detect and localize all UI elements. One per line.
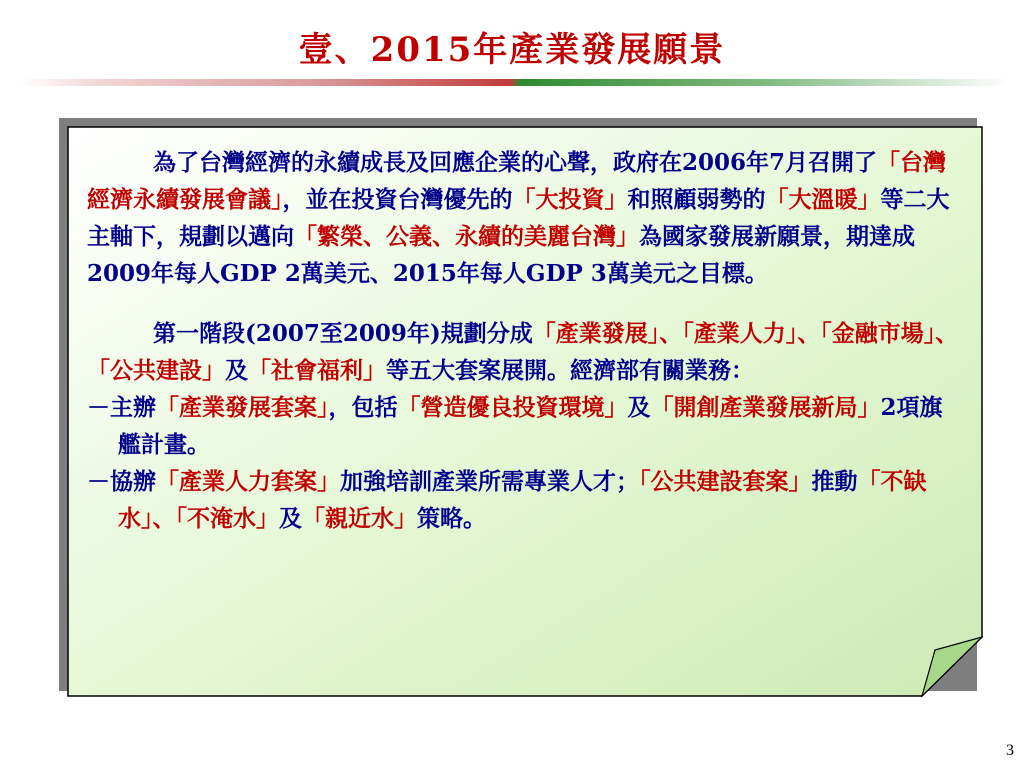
- slide-title: 壹、2015年產業發展願景: [298, 30, 726, 70]
- text-segment: ，並在投資台灣優先的: [282, 186, 513, 213]
- text-segment: 2項旗艦計畫。: [118, 394, 943, 458]
- paragraph-phase-one: [87, 315, 963, 389]
- text-segment: 和照顧弱勢的: [627, 186, 766, 213]
- text-segment: 策略。: [417, 505, 486, 532]
- text-highlight: 「社會福利」: [248, 357, 386, 384]
- text-highlight: 「產業人力套案」: [156, 468, 340, 495]
- text-highlight: 「產業發展套案」: [156, 394, 329, 421]
- text-highlight: 「親近水」: [302, 505, 417, 532]
- text-segment: 及: [627, 394, 651, 421]
- text-highlight: 「台灣經濟永續發展會議」: [87, 149, 947, 213]
- text-highlight: 「大投資」: [512, 186, 628, 213]
- text-segment: 推動: [811, 468, 858, 495]
- text-segment: 第一階段(2007至2009年)規劃分成: [153, 320, 533, 347]
- text-segment: 及: [279, 505, 302, 532]
- text-segment: 及: [225, 357, 248, 384]
- note-card: [67, 126, 983, 697]
- title-underline-bar: [20, 79, 1010, 86]
- text-segment: －協辦: [87, 468, 156, 495]
- text-highlight: 「不缺水」、「不淹水」: [118, 468, 927, 532]
- bullet-lead-package: [87, 389, 963, 463]
- text-highlight: 「營造優良投資環境」: [397, 394, 628, 421]
- text-segment: 加強培訓產業所需專業人才；: [340, 468, 639, 495]
- text-segment: －主辦: [87, 394, 156, 421]
- text-segment: 為了台灣經濟的永續成長及回應企業的心聲，政府在2006年7月召開了: [153, 149, 878, 176]
- text-highlight: 「開創產業發展新局」: [650, 394, 881, 421]
- text-highlight: 「繁榮、公義、永續的美麗台灣」: [294, 223, 639, 250]
- paragraph-gap: [87, 292, 963, 315]
- bullet-assist-package: [87, 463, 963, 537]
- text-highlight: 「產業發展」、「產業人力」、「金融市場」、「公共建設」: [87, 320, 959, 384]
- text-segment: 等二大主軸下，規劃以邁向: [87, 186, 950, 250]
- text-highlight: 「公共建設套案」: [639, 468, 812, 495]
- text-segment: 等五大套案展開。經濟部有關業務：: [386, 357, 754, 384]
- text-segment: ，包括: [328, 394, 398, 421]
- text-segment: 為國家發展新願景，期達成2009年每人GDP 2萬美元、2015年每人GDP 3萬美元之目標。: [87, 223, 915, 287]
- paragraph-vision: [87, 144, 963, 292]
- page-number: 3: [1006, 742, 1014, 759]
- note-text: [87, 144, 963, 537]
- text-highlight: 「大溫暖」: [765, 186, 881, 213]
